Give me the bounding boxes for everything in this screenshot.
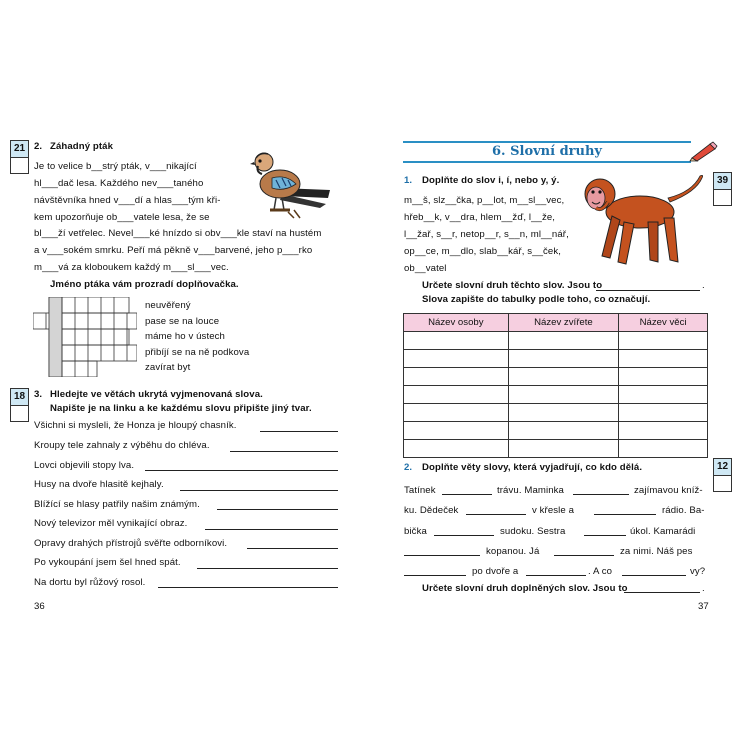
r-ex2-r5-b: . A co <box>588 566 613 577</box>
table-cell[interactable] <box>404 404 509 422</box>
table-cell[interactable] <box>508 332 619 350</box>
fill-line[interactable] <box>573 494 629 495</box>
r-ex1-instruction-1: Určete slovní druh těchto slov. Jsou to <box>422 280 603 291</box>
sentence-2: Kroupy tele zahnaly z výběhu do chléva. <box>34 440 210 451</box>
page-number-left: 36 <box>34 601 45 612</box>
sentence-1: Všichni si mysleli, že Honza je hloupý chasník. <box>34 420 237 431</box>
ex3-number: 3. <box>34 389 43 400</box>
r-ex2-r2-a: ku. Dědeček <box>404 505 459 516</box>
table-row <box>404 332 708 350</box>
table-cell[interactable] <box>404 350 509 368</box>
r-ex2-period: . <box>702 583 705 594</box>
r-ex1-line-2: hřeb__k, v__dra, hlem__žď, l__že, <box>404 212 556 223</box>
r-ex2-r1-a: Tatínek <box>404 485 436 496</box>
ex3-title-line-2: Napište je na linku a ke každému slovu připište jiný tvar. <box>50 403 312 414</box>
answer-line-7[interactable] <box>247 548 338 549</box>
r-ex2-r5-a: po dvoře a <box>472 566 519 577</box>
r-ex2-r5-c: vy? <box>690 566 706 577</box>
r-ex2-r3-c: úkol. Kamarádi <box>630 526 696 537</box>
r-ex1-line-4: op__ce, m__dlo, slab__kář, s__ček, <box>404 246 561 257</box>
monkey-illustration <box>578 172 708 270</box>
answer-line-2[interactable] <box>230 451 338 452</box>
answer-line-4[interactable] <box>180 490 338 491</box>
table-cell[interactable] <box>404 386 509 404</box>
badge-number: 21 <box>11 141 28 158</box>
sentence-6: Nový televizor měl vynikající obraz. <box>34 518 188 529</box>
ex2-line-4: kem upozorňuje ob___vatele lesa, že se <box>34 212 210 223</box>
ex2-line-3: návštěvníka hned v___dí a hlas___tým kři- <box>34 195 221 206</box>
table-cell[interactable] <box>619 368 708 386</box>
r-ex2-final: Určete slovní druh doplněných slov. Jsou to <box>422 583 628 594</box>
table-row <box>404 440 708 458</box>
table-cell[interactable] <box>404 368 509 386</box>
table-cell[interactable] <box>619 422 708 440</box>
fill-line[interactable] <box>554 555 614 556</box>
sentence-5: Blížící se hlasy patřily našim známým. <box>34 499 200 510</box>
r-ex2-r4-b: za nimi. Náš pes <box>620 546 693 557</box>
answer-line-5[interactable] <box>217 509 338 510</box>
clue-5: zavírat byt <box>145 362 191 373</box>
table-cell[interactable] <box>404 440 509 458</box>
table-cell[interactable] <box>404 332 509 350</box>
answer-line-6[interactable] <box>205 529 338 530</box>
exercise-badge-12 <box>713 458 732 492</box>
r-ex1-instruction-2: Slova zapište do tabulky podle toho, co označují. <box>422 294 651 305</box>
r-ex2-r2-b: v křesle a <box>532 505 575 516</box>
chapter-title-bar <box>403 141 691 163</box>
table-cell[interactable] <box>619 332 708 350</box>
answer-line-8[interactable] <box>197 568 338 569</box>
r-ex1-title: Doplňte do slov i, í, nebo y, ý. <box>422 175 560 186</box>
r-ex1-answer-line[interactable] <box>596 290 700 291</box>
clue-1: neuvěřený <box>145 300 191 311</box>
sentence-9: Na dortu byl růžový rosol. <box>34 577 146 588</box>
fill-line[interactable] <box>442 494 492 495</box>
fill-line[interactable] <box>404 575 466 576</box>
table-cell[interactable] <box>619 386 708 404</box>
badge-number: 39 <box>714 173 731 190</box>
clue-3: máme ho v ústech <box>145 331 225 342</box>
table-cell[interactable] <box>619 440 708 458</box>
r-ex1-period: . <box>702 280 705 291</box>
table-row <box>404 368 708 386</box>
ex2-line-6: a v___sokém smrku. Peří má pěkně v___barvené, jeho p___rko <box>34 245 313 256</box>
page-number-right: 37 <box>698 601 709 612</box>
r-ex2-r4-a: kopanou. Já <box>486 546 540 557</box>
badge-blank <box>11 406 28 421</box>
table-cell[interactable] <box>508 440 619 458</box>
col-header-animal: Název zvířete <box>508 314 619 332</box>
fill-line[interactable] <box>622 575 686 576</box>
exercise-badge-21 <box>10 140 29 174</box>
table-cell[interactable] <box>619 350 708 368</box>
ex2-line-1: Je to velice b__strý pták, v___nikající <box>34 161 197 172</box>
ex2-line-2: hl___dač lesa. Každého nev___taného <box>34 178 204 189</box>
r-ex2-r1-c: zajímavou kníž- <box>634 485 703 496</box>
table-cell[interactable] <box>508 386 619 404</box>
exercise-badge-18 <box>10 388 29 422</box>
jay-bird-illustration <box>250 148 332 220</box>
r-ex2-r1-b: trávu. Maminka <box>497 485 564 496</box>
r-ex2-r3-b: sudoku. Sestra <box>500 526 566 537</box>
table-cell[interactable] <box>508 368 619 386</box>
badge-blank <box>11 158 28 173</box>
fill-line[interactable] <box>434 535 494 536</box>
fill-line[interactable] <box>526 575 586 576</box>
r-ex2-r2-c: rádio. Ba- <box>662 505 705 516</box>
ex2-line-7: m___vá za kloboukem každý m___sl___vec. <box>34 262 229 273</box>
clue-4: přibíjí se na ně podkova <box>145 347 250 358</box>
answer-line-9[interactable] <box>158 587 338 588</box>
table-row <box>404 404 708 422</box>
answer-line-3[interactable] <box>145 470 338 471</box>
fill-line[interactable] <box>584 535 626 536</box>
r-ex2-final-line[interactable] <box>624 592 700 593</box>
table-cell[interactable] <box>508 350 619 368</box>
clue-2: pase se na louce <box>145 316 220 327</box>
sentence-3: Lovci objevili stopy lva. <box>34 460 135 471</box>
table-cell[interactable] <box>619 404 708 422</box>
r-ex1-number: 1. <box>404 175 413 186</box>
fill-line[interactable] <box>594 514 656 515</box>
ex2-prompt: Jméno ptáka vám prozradí doplňovačka. <box>50 279 239 290</box>
r-ex2-r3-a: bička <box>404 526 427 537</box>
ex2-title: Záhadný pták <box>50 141 114 152</box>
r-ex1-line-3: l__žař, s__r, netop__r, s__n, ml__nář, <box>404 229 569 240</box>
col-header-person: Název osoby <box>404 314 509 332</box>
fill-line[interactable] <box>404 555 480 556</box>
pencil-icon <box>688 140 718 162</box>
badge-blank <box>714 190 731 205</box>
chapter-title: 6. Slovní druhy <box>492 144 602 159</box>
fill-line[interactable] <box>466 514 526 515</box>
sentence-8: Po vykoupání jsem šel hned spát. <box>34 557 181 568</box>
sentence-4: Husy na dvoře hlasitě kejhaly. <box>34 479 164 490</box>
table-cell[interactable] <box>508 422 619 440</box>
crossword-grid <box>33 297 137 377</box>
exercise-badge-39 <box>713 172 732 206</box>
badge-number: 12 <box>714 459 731 476</box>
table-cell[interactable] <box>404 422 509 440</box>
table-row <box>404 386 708 404</box>
ex2-number: 2. <box>34 141 43 152</box>
badge-blank <box>714 476 731 491</box>
badge-number: 18 <box>11 389 28 406</box>
sentence-7: Opravy drahých přístrojů svěřte odborníkovi. <box>34 538 228 549</box>
col-header-thing: Název věci <box>619 314 708 332</box>
table-row <box>404 422 708 440</box>
answer-line-1[interactable] <box>260 431 338 432</box>
ex2-line-5: bl___ží vetřelec. Nevel___ké hnízdo si obv___kle staví na hustém <box>34 228 322 239</box>
r-ex2-title: Doplňte věty slovy, která vyjadřují, co kdo dělá. <box>422 462 643 473</box>
table-cell[interactable] <box>508 404 619 422</box>
ex3-title-line-1: Hledejte ve větách ukrytá vyjmenovaná slova. <box>50 389 263 400</box>
word-type-table <box>403 313 708 458</box>
r-ex1-line-5: ob__vatel <box>404 263 447 274</box>
r-ex2-number: 2. <box>404 462 413 473</box>
r-ex1-line-1: m__š, slz__čka, p__lot, m__sl__vec, <box>404 195 565 206</box>
table-row <box>404 350 708 368</box>
